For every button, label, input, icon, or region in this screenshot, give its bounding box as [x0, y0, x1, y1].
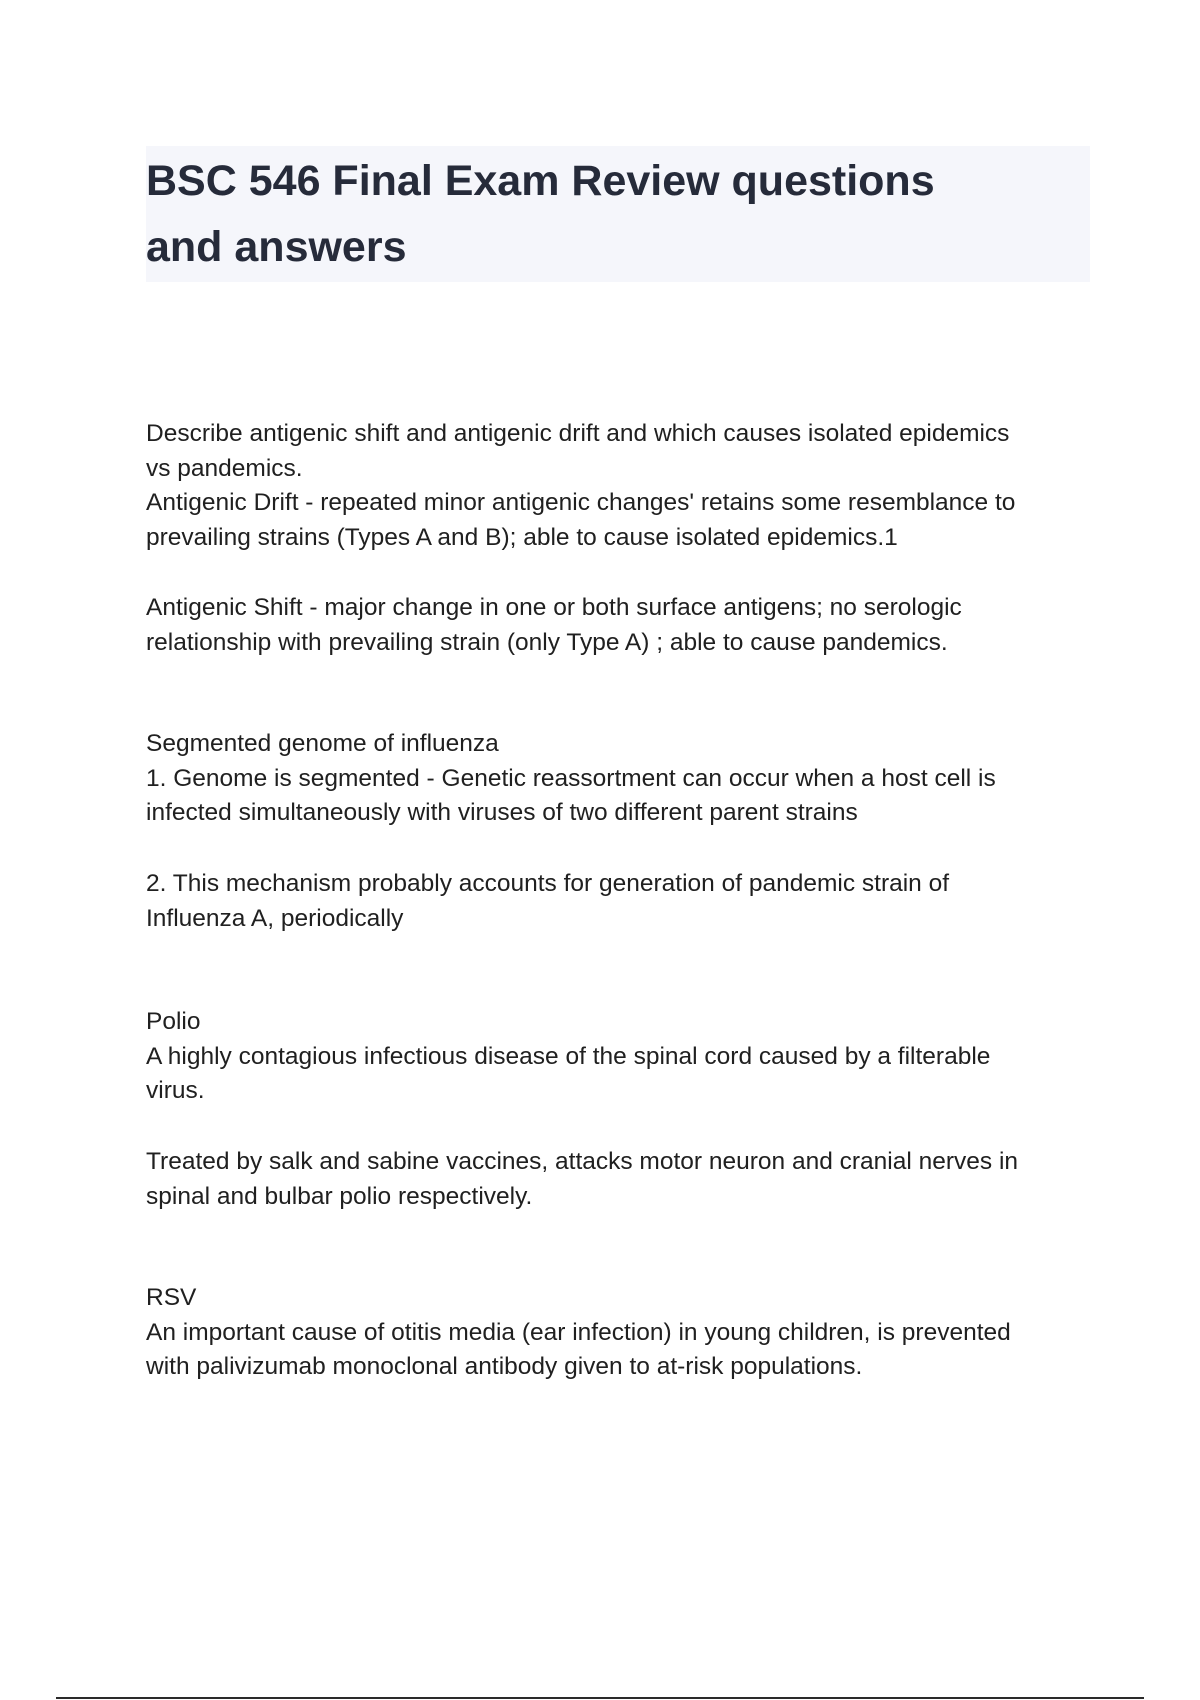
qa-item-antigenic	[146, 417, 1090, 555]
answer-text: 1. Genome is segmented - Genetic reassortment can occur when a host cell is infected simultaneously with viruses of two different parent strains	[146, 764, 996, 826]
title-line-2: and answers	[146, 223, 407, 271]
qa-item-segmented-genome	[146, 727, 1090, 831]
page-divider	[56, 1697, 1144, 1699]
answer-paragraph: 2. This mechanism probably accounts for generation of pandemic strain of Influenza A, periodically	[146, 870, 950, 932]
title-line-1: BSC 546 Final Exam Review questions	[146, 157, 935, 205]
question-text: RSV	[146, 1284, 197, 1311]
question-text: Describe antigenic shift and antigenic drift and which causes isolated epidemics vs pandemics.	[146, 420, 1010, 482]
title-banner	[146, 146, 1090, 282]
answer-text: An important cause of otitis media (ear infection) in young children, is prevented with palivizumab monoclonal antibody given to at-risk populations.	[146, 1318, 1011, 1380]
answer-text: A highly contagious infectious disease of the spinal cord caused by a filterable virus.	[146, 1042, 991, 1104]
answer-paragraph: Antigenic Shift - major change in one or both surface antigens; no serologic relationship with prevailing strain (only Type A) ; able to cause pandemics.	[146, 594, 962, 656]
answer-paragraph: Treated by salk and sabine vaccines, attacks motor neuron and cranial nerves in spinal and bulbar polio respectively.	[146, 1148, 1019, 1210]
qa-item-polio	[146, 1005, 1090, 1109]
page-title	[146, 148, 1090, 280]
question-text: Segmented genome of influenza	[146, 730, 499, 757]
qa-item-rsv	[146, 1281, 1090, 1385]
answer-text: Antigenic Drift - repeated minor antigenic changes' retains some resemblance to prevailing strains (Types A and B); able to cause isolated epidemics.1	[146, 489, 1016, 551]
question-text: Polio	[146, 1008, 201, 1035]
